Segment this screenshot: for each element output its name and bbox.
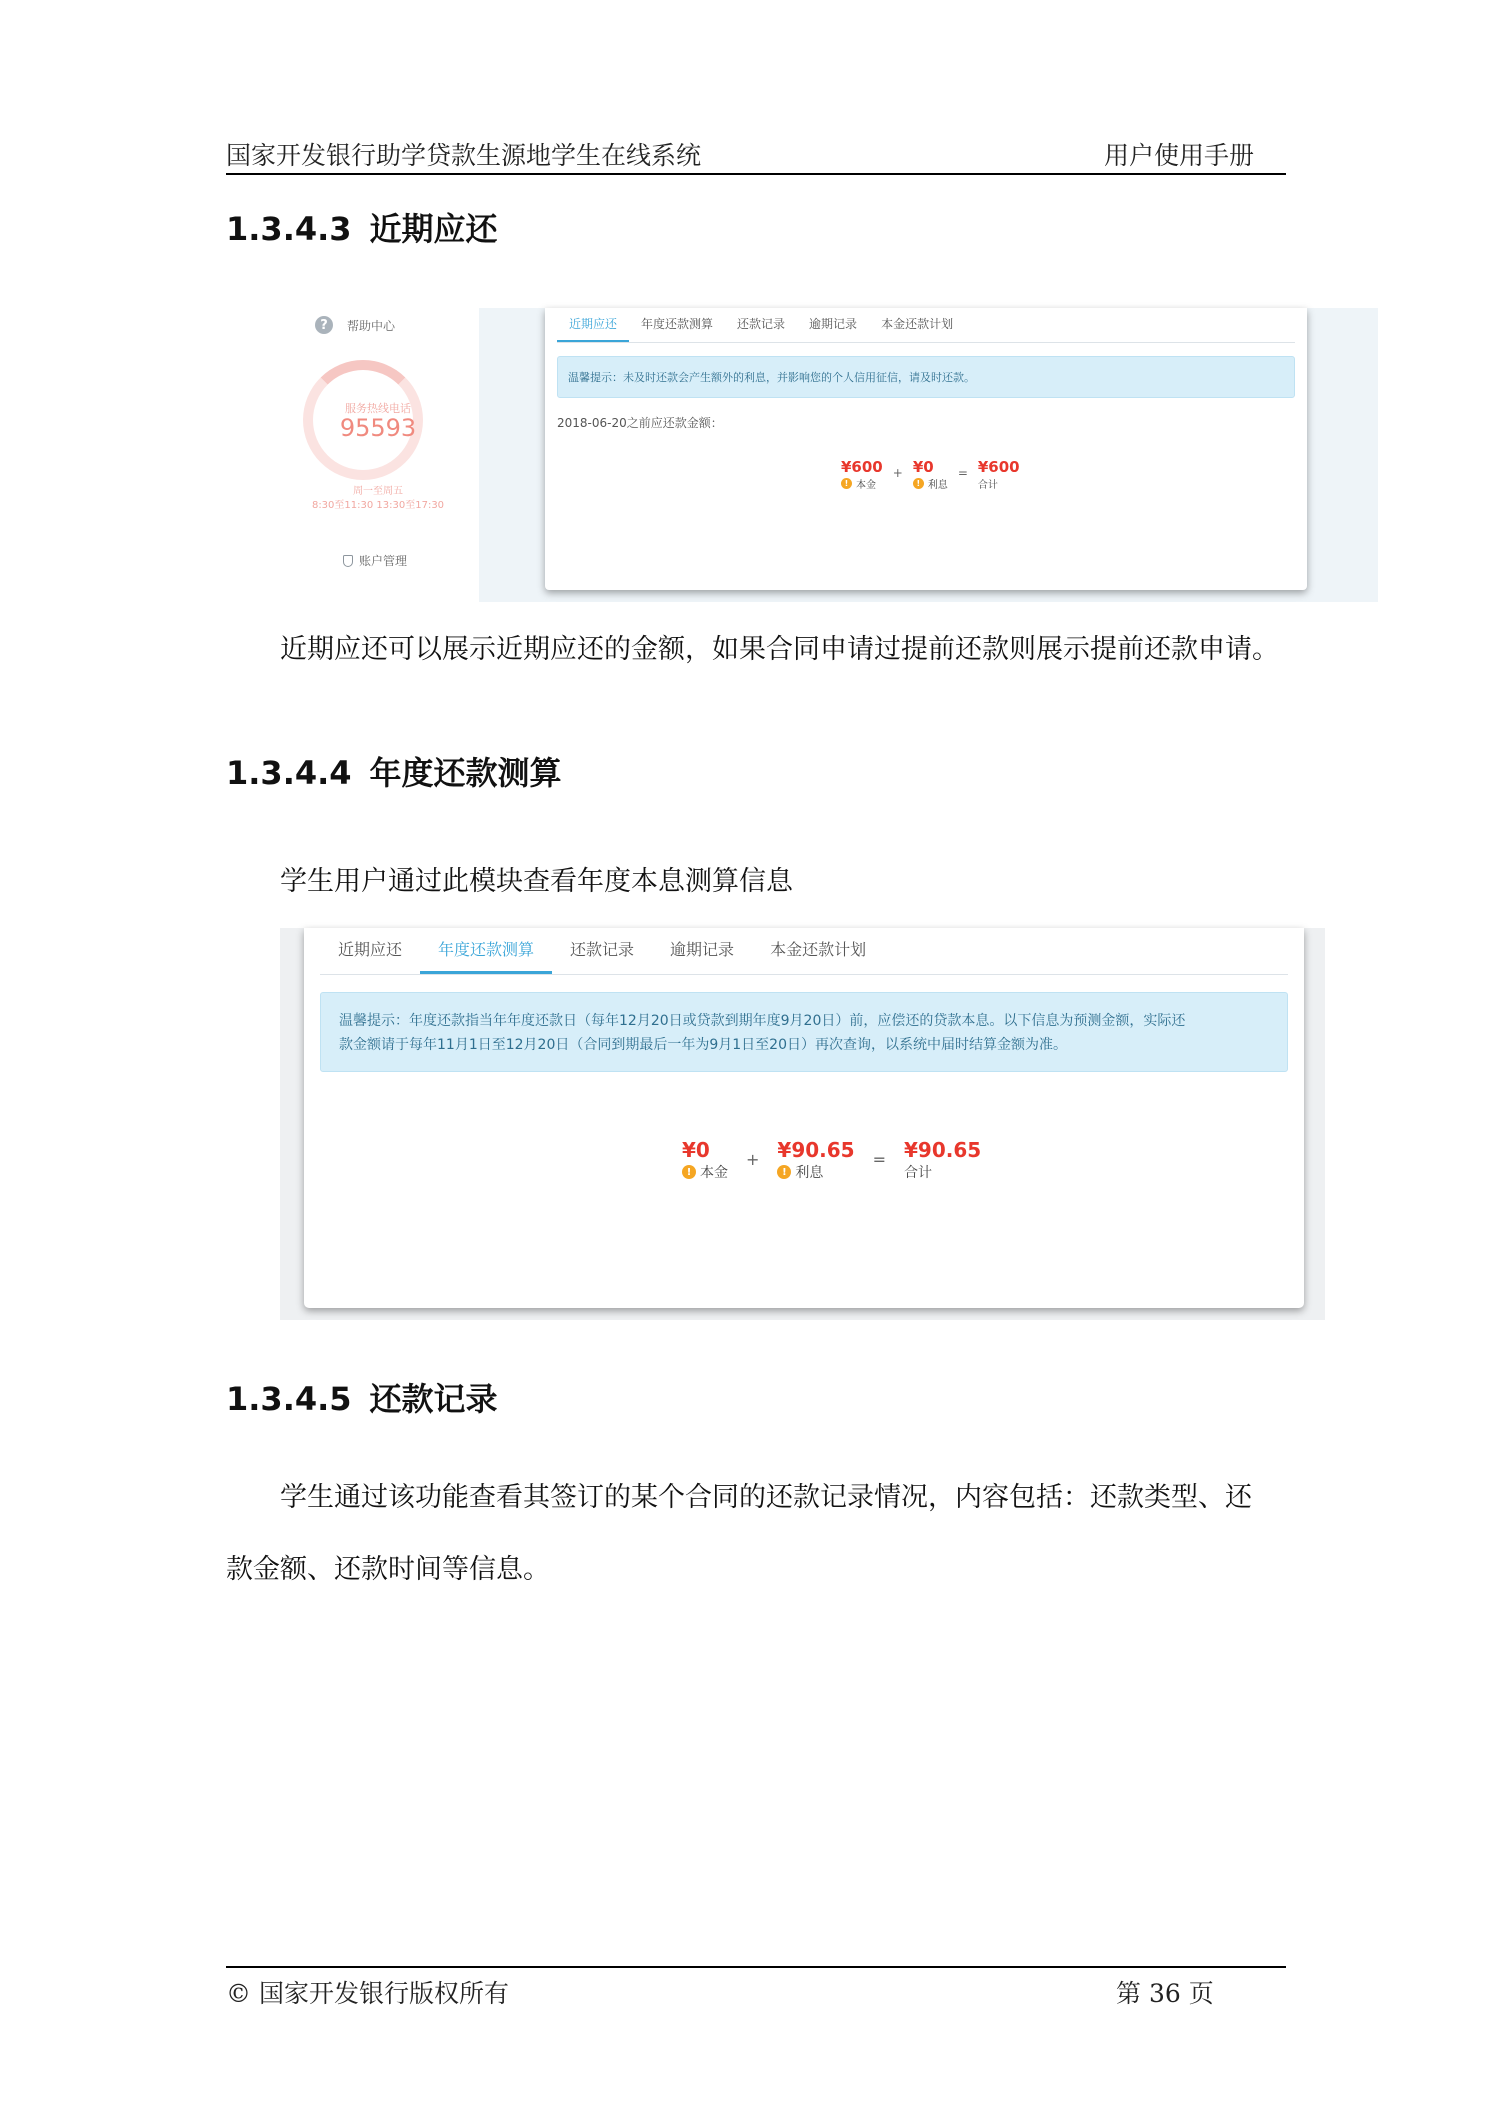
paragraph-repayment-records-line-1: 学生通过该功能查看其签订的某个合同的还款记录情况，内容包括：还款类型、还: [280, 1482, 1252, 1513]
interest-label-row: [777, 1162, 823, 1182]
tab-recent-due[interactable]: 近期应还: [557, 308, 629, 342]
total-label: 合计: [904, 1165, 932, 1181]
amount-summary: [682, 1138, 981, 1182]
tab-overdue-records[interactable]: 逾期记录: [809, 317, 858, 331]
section-title: 还款记录: [369, 1380, 498, 1418]
principal-item: [682, 1138, 728, 1182]
section-number: 1.3.4.5: [226, 1380, 352, 1418]
section-title: 近期应还: [369, 210, 498, 248]
tab-recent-due[interactable]: 近期应还: [338, 940, 403, 959]
screenshot-recent-due: [283, 308, 1378, 602]
principal-amount: ¥0: [682, 1138, 710, 1162]
help-center-link[interactable]: [315, 316, 395, 334]
info-coin-icon: !: [682, 1165, 696, 1179]
principal-item: [841, 458, 883, 491]
total-label: 合计: [977, 480, 998, 491]
section-title: 年度还款测算: [369, 754, 562, 792]
interest-label: 利息: [927, 480, 948, 491]
hotline-label: 服务热线电话: [345, 402, 411, 415]
tab-overdue-records[interactable]: 逾期记录: [670, 940, 735, 959]
interest-item: [913, 458, 948, 491]
paragraph-recent-due: 近期应还可以展示近期应还的金额，如果合同申请过提前还款则展示提前还款申请。: [280, 634, 1279, 665]
info-coin-icon: !: [777, 1165, 791, 1179]
tab-bar: [320, 928, 1288, 975]
section-heading-annual-estimate: [226, 748, 562, 794]
total-amount: ¥600: [977, 458, 1020, 476]
tab-annual-estimate[interactable]: 年度还款测算: [420, 928, 552, 974]
info-coin-icon: !: [913, 478, 924, 489]
section-number: 1.3.4.4: [226, 754, 352, 792]
interest-label-row: [913, 476, 948, 491]
footer-page-number: 第 36 页: [1116, 1979, 1214, 2008]
question-icon: ?: [315, 316, 333, 334]
shield-icon: [343, 555, 353, 567]
sidebar: [283, 308, 479, 602]
paragraph-annual-estimate: 学生用户通过此模块查看年度本息测算信息: [280, 866, 793, 897]
info-coin-icon: !: [841, 478, 852, 489]
reminder-alert: 温馨提示：未及时还款会产生额外的利息，并影响您的个人信用征信，请及时还款。: [557, 356, 1295, 398]
equals-sign: =: [957, 466, 968, 480]
total-item: [978, 458, 1020, 491]
section-number: 1.3.4.3: [226, 210, 352, 248]
equals-sign: =: [872, 1150, 886, 1169]
reminder-alert: [320, 992, 1288, 1072]
footer-copyright: © 国家开发银行版权所有: [226, 1979, 509, 2008]
principal-label-row: [682, 1162, 728, 1182]
section-heading-repayment-records: [226, 1374, 498, 1420]
principal-label: 本金: [700, 1165, 728, 1181]
amount-summary: [841, 458, 1020, 491]
interest-item: [777, 1138, 854, 1182]
interest-label: 利息: [795, 1165, 824, 1181]
section-heading-recent-due: [226, 204, 498, 250]
footer-rule: [226, 1966, 1286, 1968]
plus-sign: +: [892, 466, 903, 480]
hotline-number: 95593: [339, 414, 417, 442]
interest-amount: ¥90.65: [777, 1138, 855, 1162]
header-doc-title: 国家开发银行助学贷款生源地学生在线系统: [226, 141, 702, 170]
plus-sign: +: [746, 1150, 760, 1169]
tab-repayment-records[interactable]: 还款记录: [570, 940, 635, 959]
total-amount: ¥90.65: [904, 1138, 982, 1162]
principal-label: 本金: [856, 480, 876, 491]
account-management-link[interactable]: [343, 552, 407, 569]
total-item: [904, 1138, 981, 1182]
tab-bar: [557, 308, 1295, 343]
interest-amount: ¥0: [912, 458, 934, 476]
annual-estimate-panel: [304, 928, 1304, 1308]
paragraph-repayment-records-line-2: 款金额、还款时间等信息。: [226, 1554, 550, 1585]
alert-line-2: 款金额请于每年11月1日至12月20日（合同到期最后一年为9月1日至20日）再次查询，以系统中届时结算金额为准。: [339, 1037, 1067, 1053]
principal-amount: ¥600: [841, 458, 883, 476]
recent-due-panel: [545, 308, 1307, 590]
service-hours: 8:30至11:30 13:30至17:30: [311, 500, 445, 511]
tab-principal-plan[interactable]: 本金还款计划: [770, 940, 867, 959]
service-days: 周一至周五: [353, 486, 403, 497]
screenshot-annual-estimate: [280, 928, 1325, 1320]
header-manual-title: 用户使用手册: [1104, 141, 1255, 170]
due-date-label: 2018-06-20之前应还款金额：: [557, 416, 723, 430]
help-center-label: 帮助中心: [347, 318, 396, 333]
tab-principal-plan[interactable]: 本金还款计划: [881, 317, 954, 331]
account-management-label: 账户管理: [359, 554, 408, 568]
tab-repayment-records[interactable]: 还款记录: [737, 317, 786, 331]
principal-label-row: [841, 476, 876, 491]
tab-annual-estimate[interactable]: 年度还款测算: [641, 317, 714, 331]
alert-line-1: 温馨提示：年度还款指当年年度还款日（每年12月20日或贷款到期年度9月20日）前，应偿还的贷款本息。以下信息为预测金额，实际还: [339, 1013, 1186, 1029]
header-rule: [226, 173, 1286, 175]
